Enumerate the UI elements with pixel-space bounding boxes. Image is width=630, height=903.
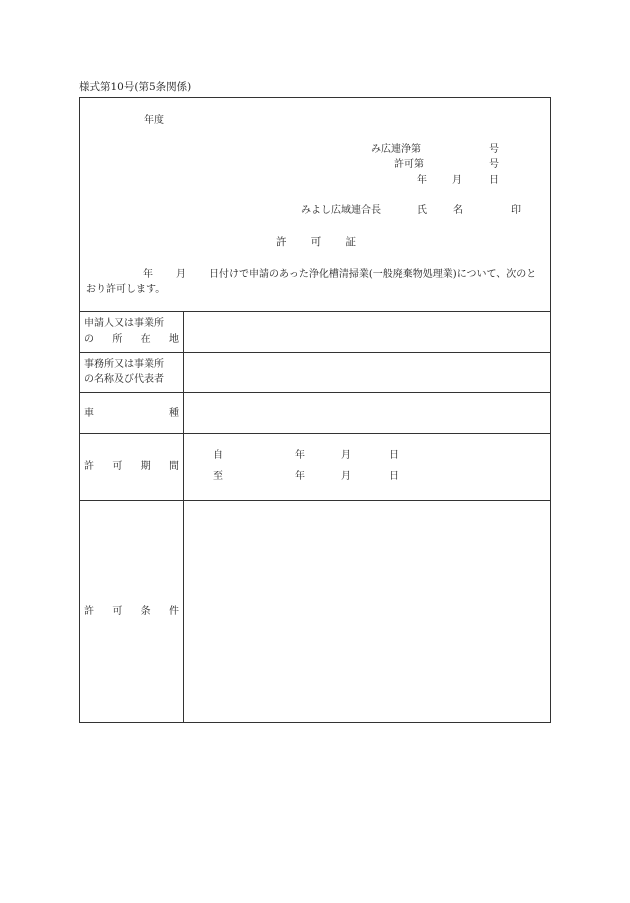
doc-number-prefix: み広連浄第 — [371, 144, 421, 155]
label-char: 許 — [84, 606, 94, 617]
title-char: 可 — [310, 236, 322, 248]
label-char: 在 — [140, 334, 151, 345]
issuer-name: みよし広域連合長 — [301, 205, 381, 216]
body-statement — [86, 267, 546, 297]
label-char: 所 — [112, 334, 123, 345]
row-label-office-line2: の名称及び代表者 — [84, 374, 164, 385]
body-text: 日付けで申請のあった浄化槽清掃業(一般廃棄物処理業)について、次のとおり許可します。 — [86, 269, 537, 295]
seal-mark: 印 — [511, 205, 521, 216]
label-char: 可 — [112, 606, 123, 617]
doc-number-suffix: 号 — [489, 144, 499, 155]
issue-date-day: 日 — [489, 175, 499, 186]
divider — [79, 311, 551, 312]
divider — [79, 433, 551, 434]
period-to-year: 年 — [295, 471, 305, 482]
divider — [79, 500, 551, 501]
row-label-permit-conditions — [84, 607, 179, 617]
period-from-year: 年 — [295, 450, 305, 461]
label-char: 条 — [140, 606, 151, 617]
label-char: 可 — [112, 461, 123, 472]
issue-date-month: 月 — [452, 175, 462, 186]
issuer-mei: 名 — [453, 205, 463, 216]
row-label-address-line1: 申請人又は事業所 — [84, 318, 164, 329]
label-char: 許 — [84, 461, 94, 472]
period-from-month: 月 — [341, 450, 351, 461]
divider — [79, 392, 551, 393]
label-char: 期 — [140, 461, 151, 472]
permit-number-suffix: 号 — [489, 159, 499, 170]
row-label-permit-period — [84, 462, 179, 472]
period-to-day: 日 — [389, 471, 399, 482]
row-label-vehicle-type — [84, 409, 179, 419]
period-from-day: 日 — [389, 450, 399, 461]
body-year: 年 — [143, 269, 153, 280]
issuer-shi: 氏 — [417, 205, 427, 216]
form-number: 様式第10号(第5条関係) — [79, 81, 192, 93]
row-label-address-line2 — [84, 335, 179, 345]
divider — [79, 352, 551, 353]
label-char: 件 — [168, 606, 179, 617]
label-column-divider — [183, 311, 184, 723]
title-char: 証 — [345, 236, 356, 248]
period-from-label: 自 — [213, 450, 223, 461]
label-char: の — [84, 334, 94, 345]
permit-number-prefix: 許可第 — [394, 159, 424, 170]
issue-date-year: 年 — [417, 175, 427, 186]
document-title — [276, 237, 356, 248]
label-char: 車 — [84, 408, 94, 419]
period-to-label: 至 — [213, 471, 223, 482]
body-month: 月 — [176, 269, 186, 280]
label-char: 間 — [168, 461, 179, 472]
label-char: 地 — [168, 334, 179, 345]
title-char: 許 — [276, 236, 287, 248]
period-to-month: 月 — [341, 471, 351, 482]
fiscal-year-label: 年度 — [144, 115, 164, 126]
label-char: 種 — [169, 408, 179, 419]
row-label-office-line1: 事務所又は事業所 — [84, 359, 164, 370]
